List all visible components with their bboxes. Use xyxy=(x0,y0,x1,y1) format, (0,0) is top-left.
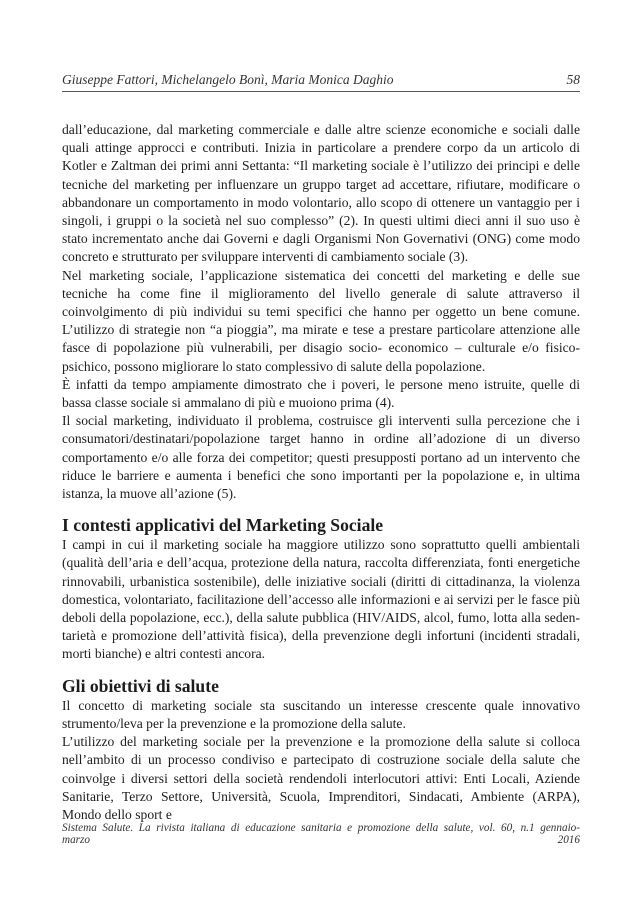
paragraph: Nel marketing sociale, l’applicazione sistematica dei concetti del marketing e delle sue tecniche ha come fine il miglioramento del livello generale di salute attraverso il coinvolgimento di più individui su temi specifici che hanno per oggetto un bene comune. L’utilizzo di strategie non “a pioggia”, ma mirate e tese a prestare particolare attenzione alle fasce di popolazione più vulnerabili, per disagio socio- economico – culturale e/o fisico- psichico, possono migliorare lo stato complessivo di salute della popolazione. xyxy=(62,267,580,374)
header-rule xyxy=(62,91,580,92)
running-header xyxy=(62,66,580,88)
paragraph: I campi in cui il marketing sociale ha maggiore utilizzo sono soprattutto quelli ambientali (qualità dell’aria e dell’acqua, protezione della natura, raccolta differenziata, fonti energetiche rinnovabili, urbanistica sostenibile), delle iniziative sociali (diritti di cittadinanza, la violenza domestica, volontariato, facilitazione dell’accesso alle informazioni e ai servizi per le fasce più deboli della popolazione, ecc.), della salute pubblica (HIV/AIDS, alcol, fumo, lotta alla sedentarietà e promozione dell’attività fisica), della prevenzione degli infortuni (incidenti stradali, morti bianche) e altri contesti ancora. xyxy=(62,537,580,662)
article-body xyxy=(62,121,580,824)
page-number: 58 xyxy=(566,72,580,87)
section-heading: I contesti applicativi del Marketing Sociale xyxy=(62,515,384,536)
journal-footer: Sistema Salute. La rivista italiana di educazione sanitaria e promozione della salute, vol. 60, n.1 gennaio-marzo 2016 xyxy=(62,822,580,846)
header-authors: Giuseppe Fattori, Michelangelo Bonì, Maria Monica Daghio xyxy=(62,72,394,87)
section-heading: Gli obiettivi di salute xyxy=(62,675,219,696)
paragraph: Il concetto di marketing sociale sta suscitando un interesse crescente quale innovativo strumento/leva per la prevenzione e la promozione della salute. xyxy=(62,697,580,731)
paragraph: dall’educazione, dal marketing commerciale e dalle altre scienze economiche e sociali dalle quali attinge approcci e contributi. Inizia in particolare a prendere corpo da un articolo di Kotler e Zaltman dei primi anni Settanta: “Il marketing sociale è l’utilizzo dei principi e delle tecniche del marketing per influenzare un gruppo target ad accettare, rifiutare, modificare o abbandonare un comportamento in modo volontario, allo scopo di ottenere un vantaggio per i singoli, i gruppi o la società nel suo complesso” (2). In questi ultimi dieci anni il suo uso è stato incrementato anche dai Governi e dagli Organismi Non Governativi (ONG) come modo concreto e strutturato per sviluppare interventi di cambiamento sociale (3). xyxy=(62,122,580,265)
paragraph: È infatti da tempo ampiamente dimostrato che i poveri, le persone meno istruite, quelle di bassa classe sociale si ammalano di più e muoiono prima (4). xyxy=(62,376,580,411)
paragraph: Il social marketing, individuato il problema, costruisce gli interventi sulla percezione che i consumatori/destinatari/popolazione target hanno in ordine all’adozione di un diverso comportamento e/o alle forza dei competitor; questi presupposti portano ad un intervento che riduce le barriere e aumenta i benefici che sono importanti per la popolazione e, in ultima istanza, la muove all’azione (5). xyxy=(62,413,580,502)
paragraph: L’utilizzo del marketing sociale per la prevenzione e la promozione della salute si colloca nell’ambito di un processo condiviso e partecipato di costruzione sociale della salute che coinvolge i diversi settori della società rendendoli interlocutori attivi: Enti Locali, Aziende Sanitarie, Terzo Settore, Università, Scuola, Imprenditori, Sindacati, Ambiente (ARPA), Mondo dello sport e xyxy=(62,734,580,822)
